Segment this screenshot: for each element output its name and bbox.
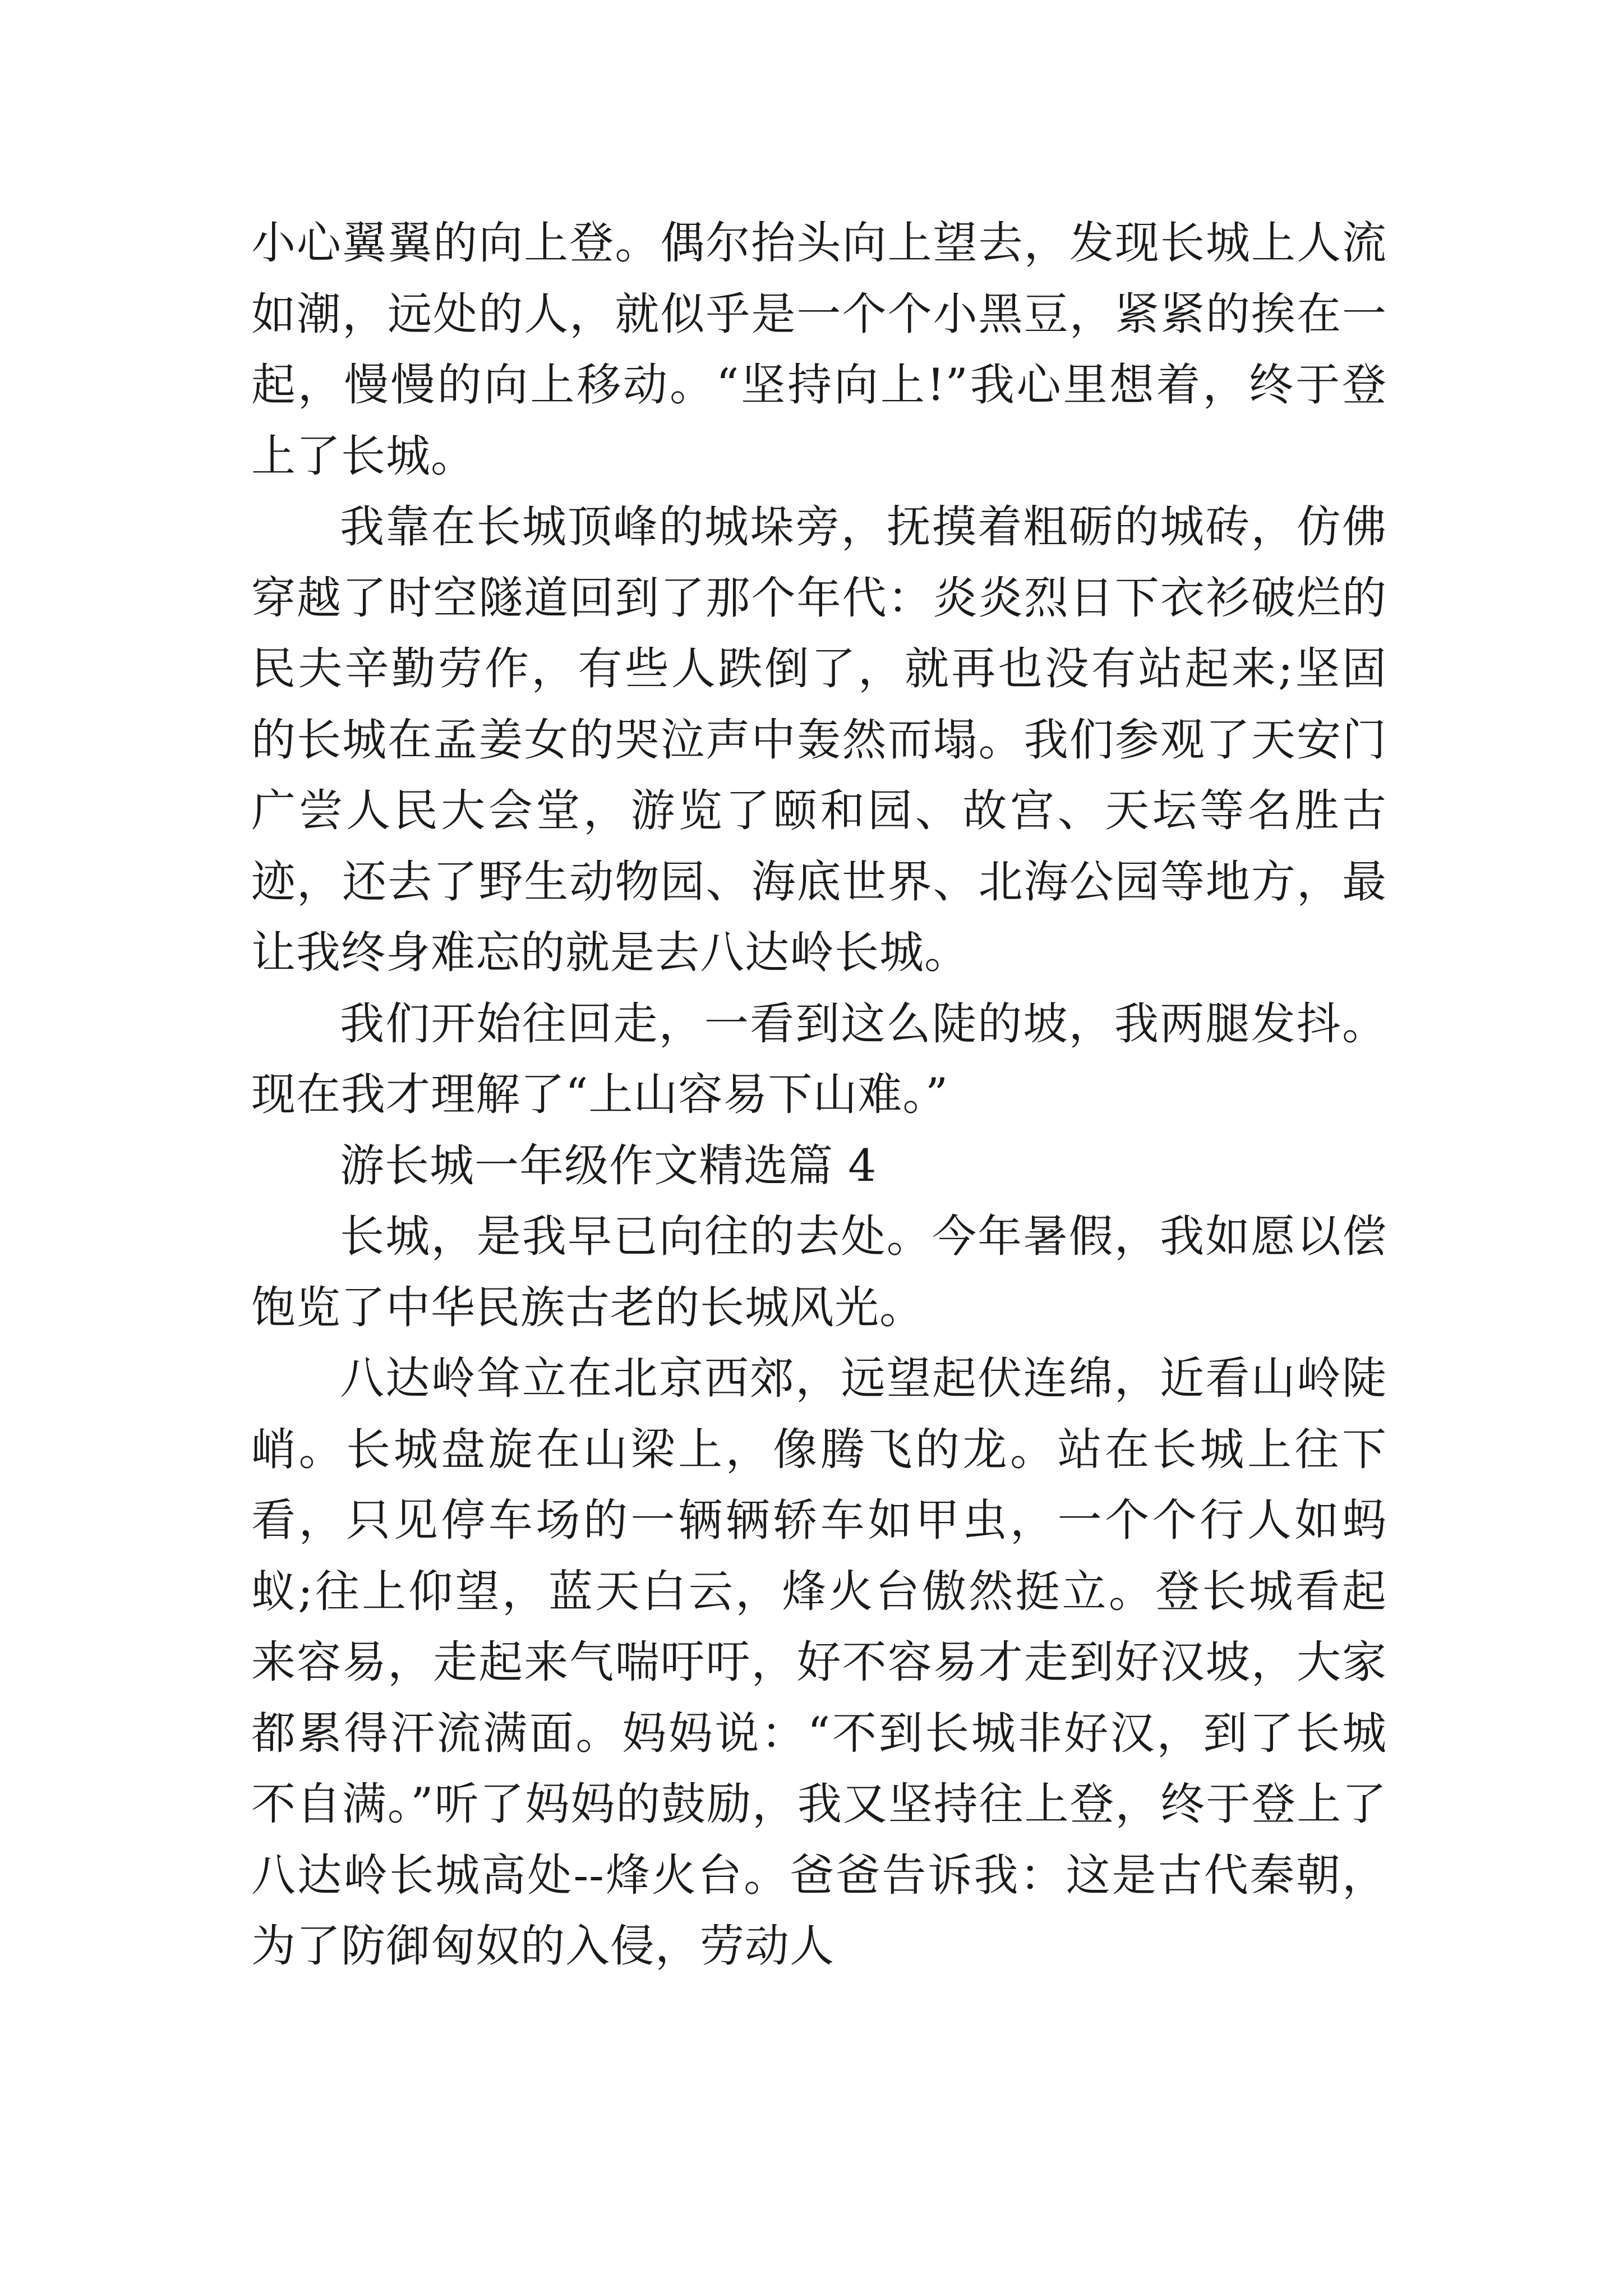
paragraph-4: 长城，是我早已向往的去处。今年暑假，我如愿以偿饱览了中华民族古老的长城风光。 [251,1211,1387,1333]
article-body [251,208,1387,1982]
section-heading: 游长城一年级作文精选篇 4 [340,1139,877,1191]
paragraph-2: 我靠在长城顶峰的城垛旁，抚摸着粗砺的城砖，仿佛穿越了时空隧道回到了那个年代：炎炎烈日下衣衫破烂的民夫辛勤劳作，有些人跌倒了，就再也没有站起来;坚固的长城在孟姜女的哭泣声中轰然而塌。我们参观了天安门广尝人民大会堂，游览了颐和园、故宫、天坛等名胜古迹，还去了野生动物园、海底世界、北海公园等地方，最让我终身难忘的就是去八达岭长城。 [251,501,1387,978]
paragraph-3: 我们开始往回走，一看到这么陡的坡，我两腿发抖。现在我才理解了“上山容易下山难。” [251,997,1387,1120]
paragraph-1: 小心翼翼的向上登。偶尔抬头向上望去，发现长城上人流如潮，远处的人，就似乎是一个个小黑豆，紧紧的挨在一起，慢慢的向上移动。“坚持向上!”我心里想着，终于登上了长城。 [251,217,1387,482]
paragraph-5: 八达岭耸立在北京西郊，远望起伏连绵，近看山岭陡峭。长城盘旋在山梁上，像腾飞的龙。站在长城上往下看，只见停车场的一辆辆轿车如甲虫，一个个行人如蚂蚁;往上仰望，蓝天白云，烽火台傲然挺立。登长城看起来容易，走起来气喘吁吁，好不容易才走到好汉坡，大家都累得汗流满面。妈妈说：“不到长城非好汉，到了长城不自满。”听了妈妈的鼓励，我又坚持往上登，终于登上了八达岭长城高处--烽火台。爸爸告诉我：这是古代秦朝，为了防御匈奴的入侵，劳动人 [251,1352,1387,1972]
